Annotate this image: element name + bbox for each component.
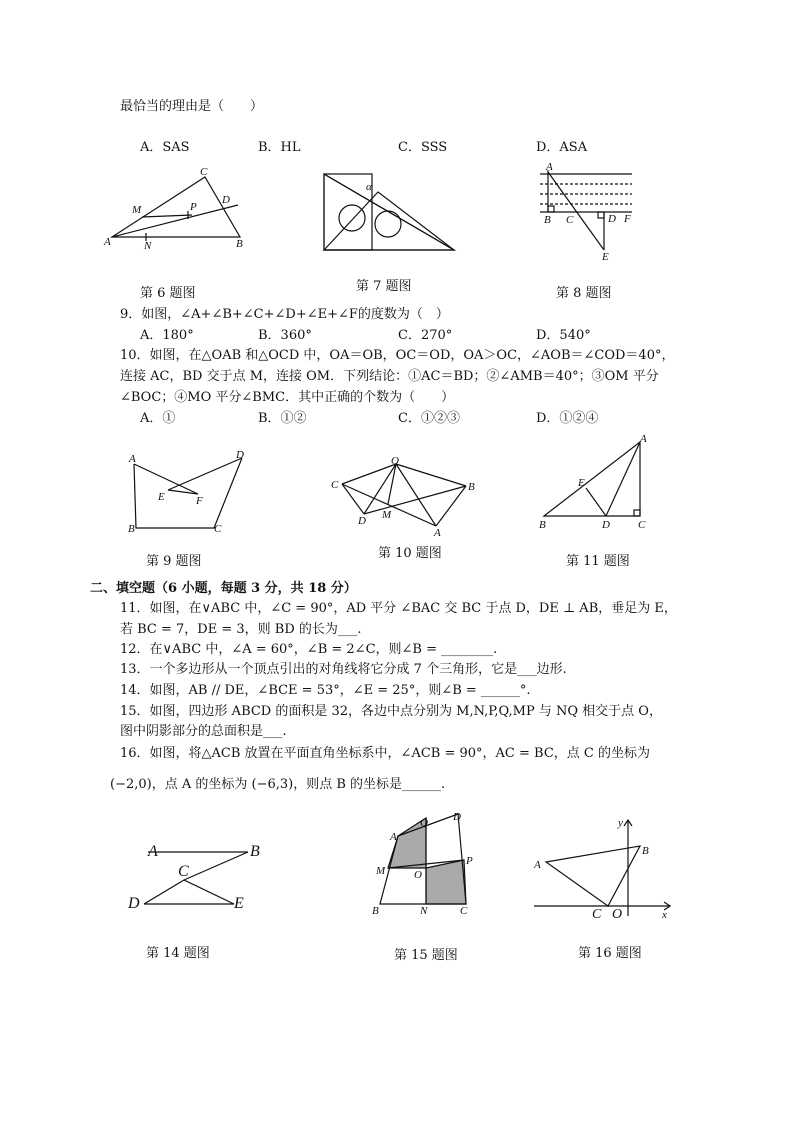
fig16-label: O xyxy=(612,907,623,922)
q10-option-d: D．①②④ xyxy=(536,411,599,426)
fig11-label: C xyxy=(638,519,646,531)
figure-11 xyxy=(536,432,656,534)
q15-line1: 15．如图，四边形 ABCD 的面积是 32，各边中点分别为 M,N,P,Q,MP 与 NQ 相交于点 O， xyxy=(120,704,662,719)
fig9-label: D xyxy=(236,449,244,461)
fig11-label: B xyxy=(539,519,546,531)
fig11-caption: 第 11 题图 xyxy=(566,554,630,569)
fig7-triangle-b xyxy=(324,192,454,250)
fig14-label: A xyxy=(148,843,158,860)
q16-line1: 16．如图，将△ACB 放置在平面直角坐标系中，∠ACB = 90°，AC = BC，点 C 的坐标为 xyxy=(120,746,650,761)
fig7-edge xyxy=(324,174,454,250)
fig15-label: Q xyxy=(420,817,428,829)
option-b: B．HL xyxy=(258,140,301,155)
fig16-label: x xyxy=(662,909,667,921)
q16-line2: (−2,0)，点 A 的坐标为 (−6,3)，则点 B 的坐标是______. xyxy=(110,777,446,792)
fig9-caption: 第 9 题图 xyxy=(146,554,202,569)
fig7-ruler xyxy=(324,174,372,250)
fig15-label: A xyxy=(390,831,397,843)
fig9-label: A xyxy=(129,453,136,465)
fig11-label: E xyxy=(578,477,585,489)
fig15-label: C xyxy=(460,905,468,917)
fig10-label: O xyxy=(391,455,399,467)
fig15-label: P xyxy=(466,855,473,867)
fig6-label: B xyxy=(236,238,243,250)
figure-9 xyxy=(124,450,254,540)
q9-stem: 9．如图，∠A+∠B+∠C+∠D+∠E+∠F的度数为（ ） xyxy=(120,307,449,322)
fig6-label: A xyxy=(104,236,111,248)
fig7-alpha: α xyxy=(366,181,372,193)
q14: 14．如图，AB // DE，∠BCE = 53°，∠E = 25°，则∠B = ______°. xyxy=(120,683,531,698)
fig8-label: F xyxy=(624,213,631,225)
figure-14 xyxy=(124,836,274,916)
fig15-label: M xyxy=(376,865,386,877)
fig10-label: D xyxy=(358,515,366,527)
question-tail: 最恰当的理由是（ ） xyxy=(120,99,264,114)
fig9-line-af xyxy=(134,464,198,494)
fig7-hole-left xyxy=(339,205,365,231)
fig15-label: N xyxy=(420,905,428,917)
figure-8 xyxy=(536,160,636,265)
figure-16 xyxy=(530,814,680,924)
fig7-caption: 第 7 题图 xyxy=(356,279,412,294)
figure-10 xyxy=(328,454,478,538)
fig8-label: C xyxy=(566,214,574,226)
q13: 13．一个多边形从一个顶点引出的对角线将它分成 7 个三角形，它是___边形. xyxy=(120,662,567,677)
fig16-triangle xyxy=(546,846,640,906)
q9-option-a: A．180° xyxy=(140,328,194,343)
fig16-label: A xyxy=(534,859,541,871)
fig9-label: B xyxy=(128,523,135,535)
q9-option-d: D．540° xyxy=(536,328,591,343)
q15-line2: 图中阴影部分的总面积是___. xyxy=(120,724,287,739)
fig11-right-angle xyxy=(634,510,640,516)
fig10-caption: 第 10 题图 xyxy=(378,546,442,561)
fig10-label: C xyxy=(331,479,339,491)
fig15-label: O xyxy=(414,869,422,881)
fig10-label: A xyxy=(434,527,441,539)
fig14-label: C xyxy=(178,863,189,880)
fig10-label: B xyxy=(468,481,475,493)
fig8-label: A xyxy=(546,161,553,173)
fig16-caption: 第 16 题图 xyxy=(578,946,642,961)
fig10-label: M xyxy=(382,509,392,521)
fig9-label: F xyxy=(196,495,203,507)
figure-6 xyxy=(100,165,260,255)
option-d: D．ASA xyxy=(536,140,588,155)
fig16-label: y xyxy=(618,817,623,829)
q12: 12．在∨ABC 中，∠A = 60°，∠B = 2∠C，则∠B = ________. xyxy=(120,642,498,657)
fig6-label: D xyxy=(222,194,230,206)
q10-option-c: C．①②③ xyxy=(398,411,460,426)
fig7-hole-right xyxy=(375,211,401,237)
fig8-label: E xyxy=(602,251,609,263)
q10-line3: ∠BOC；④MO 平分∠BMC．其中正确的个数为（ ） xyxy=(120,390,455,405)
fig14-caption: 第 14 题图 xyxy=(146,946,210,961)
fig15-caption: 第 15 题图 xyxy=(394,948,458,963)
fig10-oc xyxy=(342,464,396,484)
q11-line1: 11．如图，在∨ABC 中，∠C = 90°，AD 平分 ∠BAC 交 BC 于点 D，DE ⊥ AB，垂足为 E， xyxy=(120,601,677,616)
fig14-label: E xyxy=(234,895,244,912)
q10-line1: 10．如图，在△OAB 和△OCD 中，OA＝OB，OC＝OD，OA＞OC，∠AOB＝∠COD＝40°， xyxy=(120,348,675,363)
fig6-line-mp xyxy=(142,215,192,217)
fig10-ob xyxy=(396,464,466,486)
fig6-label: M xyxy=(132,204,142,216)
fig6-label: N xyxy=(144,240,152,252)
fig15-label: D xyxy=(453,811,461,823)
fig11-triangle xyxy=(544,442,640,516)
q10-option-b: B．①② xyxy=(258,411,307,426)
fig11-ad xyxy=(606,442,640,516)
fig11-label: D xyxy=(602,519,610,531)
fig14-ce xyxy=(184,880,234,904)
option-c: C．SSS xyxy=(398,140,448,155)
fig8-caption: 第 8 题图 xyxy=(556,286,612,301)
fig6-line-ad xyxy=(112,205,238,237)
fig14-bc xyxy=(184,852,248,880)
fig14-cd xyxy=(144,880,184,904)
fig9-label: E xyxy=(158,491,165,503)
fig10-ab xyxy=(436,486,466,526)
fig16-label: B xyxy=(642,845,649,857)
fig16-label: C xyxy=(592,907,602,922)
fig8-right-angle xyxy=(598,212,604,218)
q11-line2: 若 BC = 7，DE = 3，则 BD 的长为___. xyxy=(120,622,362,637)
fig15-label: B xyxy=(372,905,379,917)
q9-option-b: B．360° xyxy=(258,328,312,343)
fig15-shade-c xyxy=(426,860,466,904)
fig6-label: P xyxy=(190,201,197,213)
q9-option-c: C．270° xyxy=(398,328,453,343)
fig14-label: B xyxy=(250,843,260,860)
fig9-label: C xyxy=(214,523,222,535)
fig8-label: D xyxy=(608,213,616,225)
fig6-label: C xyxy=(200,166,208,178)
q10-option-a: A．① xyxy=(140,411,176,426)
fig14-label: D xyxy=(128,895,140,912)
fig8-label: B xyxy=(544,214,551,226)
fig11-de xyxy=(586,488,606,516)
section-title: 二、填空题（6 小题，每题 3 分，共 18 分） xyxy=(90,581,357,596)
fig8-right-angle xyxy=(548,206,554,212)
option-a: A．SAS xyxy=(140,140,190,155)
fig11-label: A xyxy=(640,433,647,445)
q10-line2: 连接 AC，BD 交于点 M，连接 OM．下列结论：①AC＝BD；②∠AMB＝40°；③OM 平分 xyxy=(120,369,659,384)
fig6-caption: 第 6 题图 xyxy=(140,286,196,301)
figure-7 xyxy=(322,172,458,254)
figure-15 xyxy=(368,810,478,920)
